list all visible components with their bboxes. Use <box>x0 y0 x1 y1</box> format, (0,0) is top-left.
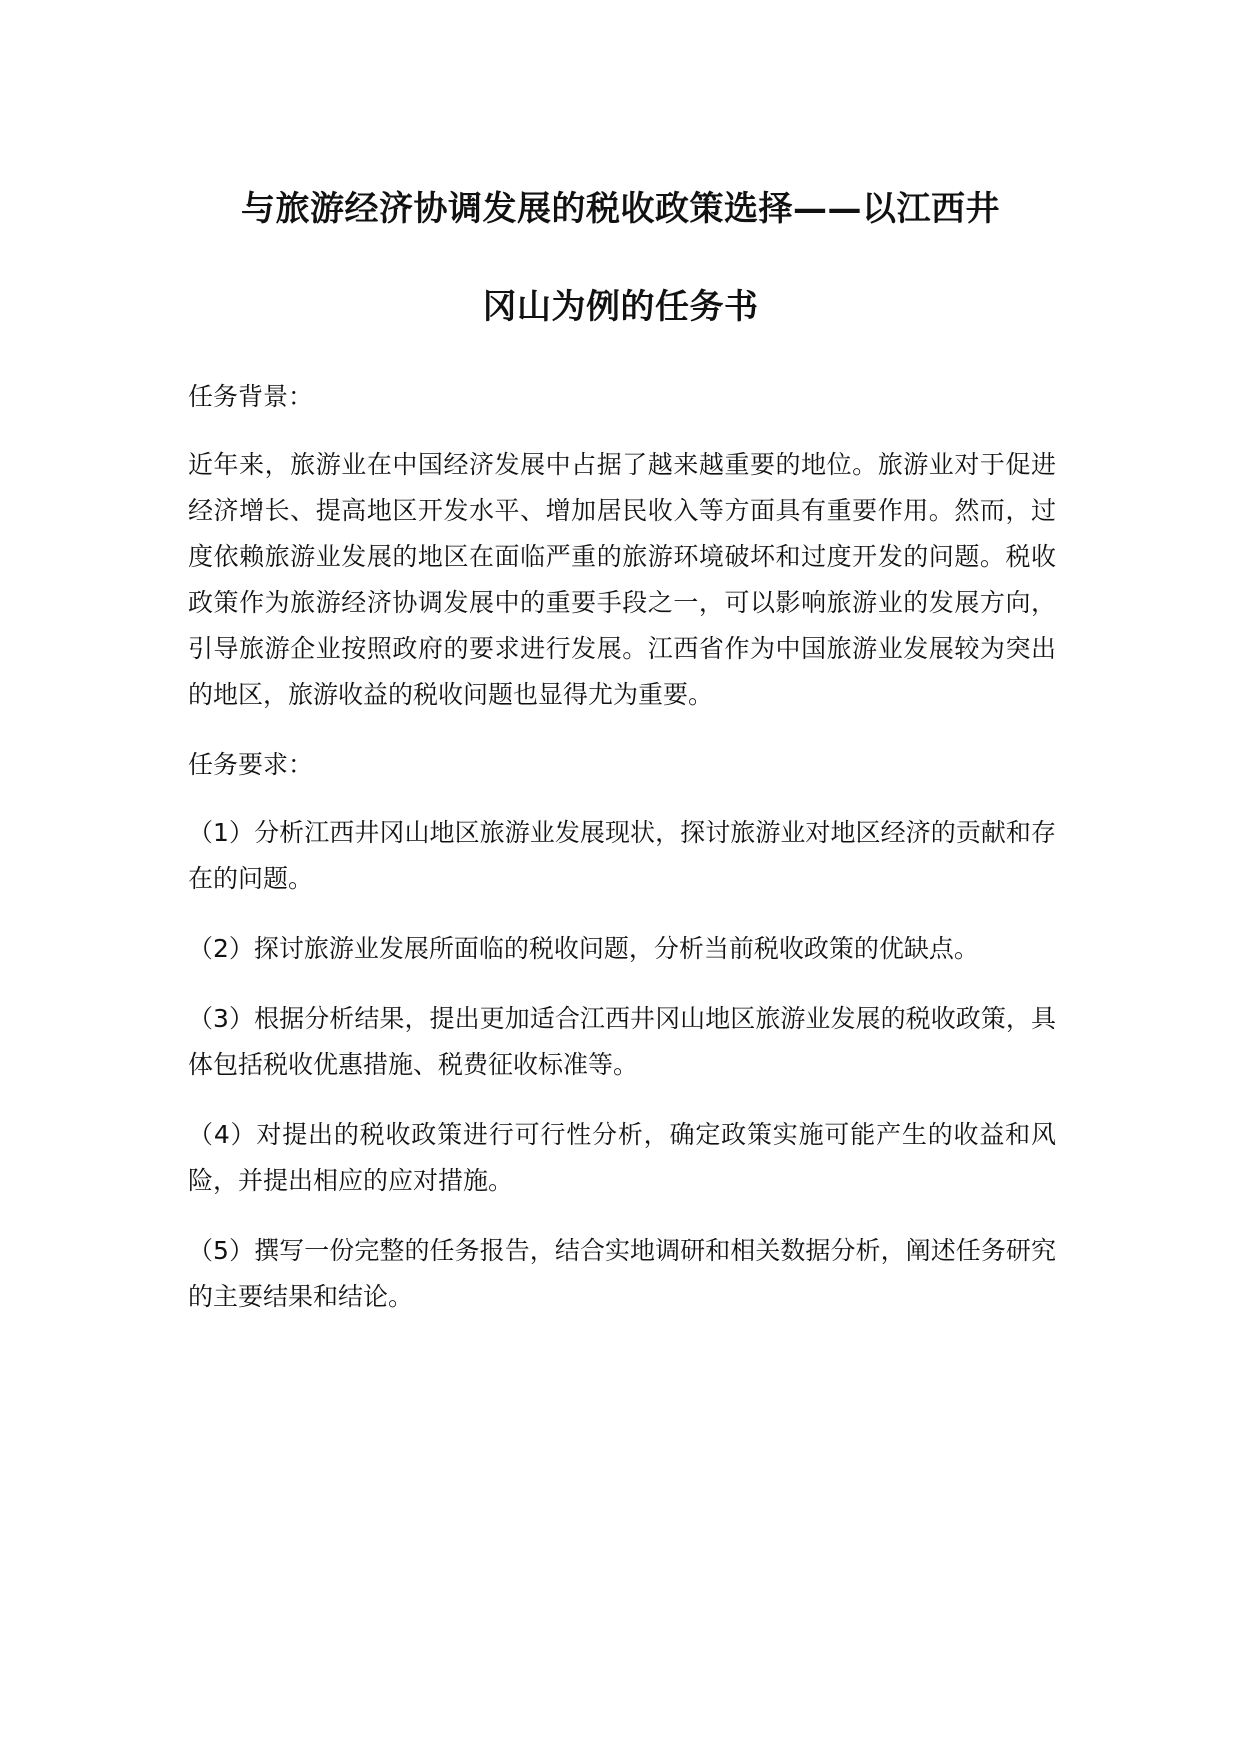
requirement-item-5: （5）撰写一份完整的任务报告，结合实地调研和相关数据分析，阐述任务研究的主要结果和结论。 <box>188 1236 1056 1311</box>
requirement-item-3: （3）根据分析结果，提出更加适合江西井冈山地区旅游业发展的税收政策，具体包括税收优惠措施、税费征收标准等。 <box>188 1004 1056 1079</box>
requirement-item-4: （4）对提出的税收政策进行可行性分析，确定政策实施可能产生的收益和风险，并提出相应的应对措施。 <box>188 1120 1056 1195</box>
document-title <box>180 160 1061 356</box>
requirement-item-1: （1）分析江西井冈山地区旅游业发展现状，探讨旅游业对地区经济的贡献和存在的问题。 <box>188 818 1056 893</box>
background-paragraph: 近年来，旅游业在中国经济发展中占据了越来越重要的地位。旅游业对于促进经济增长、提高地区开发水平、增加居民收入等方面具有重要作用。然而，过度依赖旅游业发展的地区在面临严重的旅游环境破坏和过度开发的问题。税收政策作为旅游经济协调发展中的重要手段之一，可以影响旅游业的发展方向，引导旅游企业按照政府的要求进行发展。江西省作为中国旅游业发展较为突出的地区，旅游收益的税收问题也显得尤为重要。 <box>188 450 1056 709</box>
background-heading: 任务背景： <box>188 382 314 411</box>
requirement-item-2: （2）探讨旅游业发展所面临的税收问题，分析当前税收政策的优缺点。 <box>188 934 979 963</box>
title-line-1: 与旅游经济协调发展的税收政策选择——以江西井 <box>241 189 1000 229</box>
title-line-2: 冈山为例的任务书 <box>482 287 759 327</box>
document-body <box>188 374 1056 1344</box>
requirements-heading: 任务要求： <box>188 750 314 779</box>
